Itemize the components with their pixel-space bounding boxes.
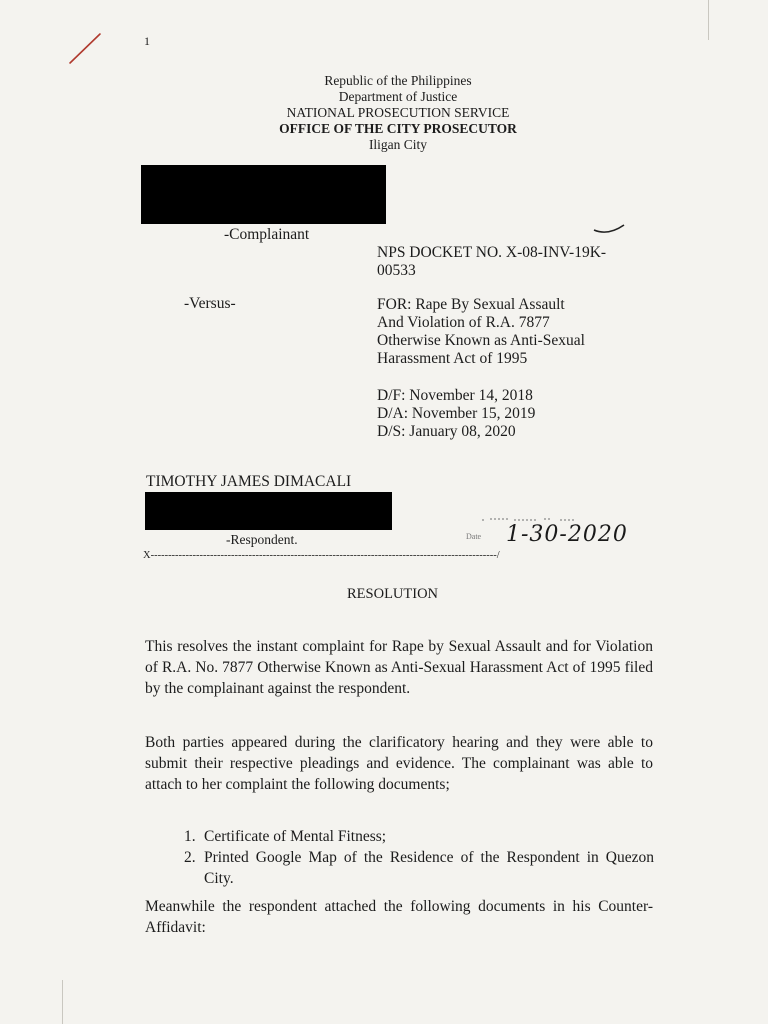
list-item-text: Printed Google Map of the Residence of the Respondent in Quezon City. [204,849,654,887]
complainant-documents-list [184,826,654,889]
page-number: 1 [144,34,150,48]
paragraph-respondent-attachments: Meanwhile the respondent attached the following documents in his Counter-Affidavit: [145,898,653,936]
redaction-respondent-address [145,492,392,530]
letterhead-republic: Republic of the Philippines [324,73,472,88]
docket-number-line2: 00533 [377,262,416,279]
date-assigned: D/A: November 15, 2019 [377,405,536,422]
list-item [184,826,654,847]
scan-edge-right [708,0,709,40]
handwritten-check-icon [590,220,630,236]
complainant-label: -Complainant [224,226,310,243]
letterhead-service: NATIONAL PROSECUTION SERVICE [286,105,510,120]
respondent-label: -Respondent. [226,532,298,547]
stamp-date-label: Date [466,532,482,541]
list-item [184,847,654,889]
received-stamp [466,510,636,550]
caption-separator: X---------------------------------------------------------------------------------------------------/ [143,550,500,561]
versus-label: -Versus- [184,295,236,312]
stamp-handwritten-date: 1-30-2020 [506,522,628,547]
letterhead [0,73,768,153]
list-item-text: Certificate of Mental Fitness; [204,828,387,845]
letterhead-office: OFFICE OF THE CITY PROSECUTOR [279,121,517,136]
date-filed: D/F: November 14, 2018 [377,387,533,404]
offense-line3: Otherwise Known as Anti-Sexual [377,332,585,349]
scan-edge-left [62,980,63,1024]
list-item-number: 2. [184,849,196,866]
respondent-name: TIMOTHY JAMES DIMACALI [146,473,352,490]
redaction-complainant-name [141,165,386,224]
pen-mark-icon [66,30,106,66]
list-item-number: 1. [184,828,196,845]
document-title: RESOLUTION [347,586,439,602]
paragraph-complaint-summary: This resolves the instant complaint for Rape by Sexual Assault and for Violation of R.A. No. 7877 Otherwise Known as Anti-Sexual Harassment Act of 1995 filed by the complainant against the respondent. [145,638,653,697]
paragraph-parties-appeared: Both parties appeared during the clarificatory hearing and they were able to submit their respective pleadings and evidence. The complainant was able to attach to her complaint the following documents; [145,734,653,793]
docket-number-line1: NPS DOCKET NO. X-08-INV-19K- [377,244,607,261]
offense-line2: And Violation of R.A. 7877 [377,314,550,331]
date-submitted: D/S: January 08, 2020 [377,423,516,440]
letterhead-department: Department of Justice [338,89,458,104]
offense-line1: FOR: Rape By Sexual Assault [377,296,565,313]
offense-line4: Harassment Act of 1995 [377,350,528,367]
letterhead-city: Iligan City [368,137,428,152]
